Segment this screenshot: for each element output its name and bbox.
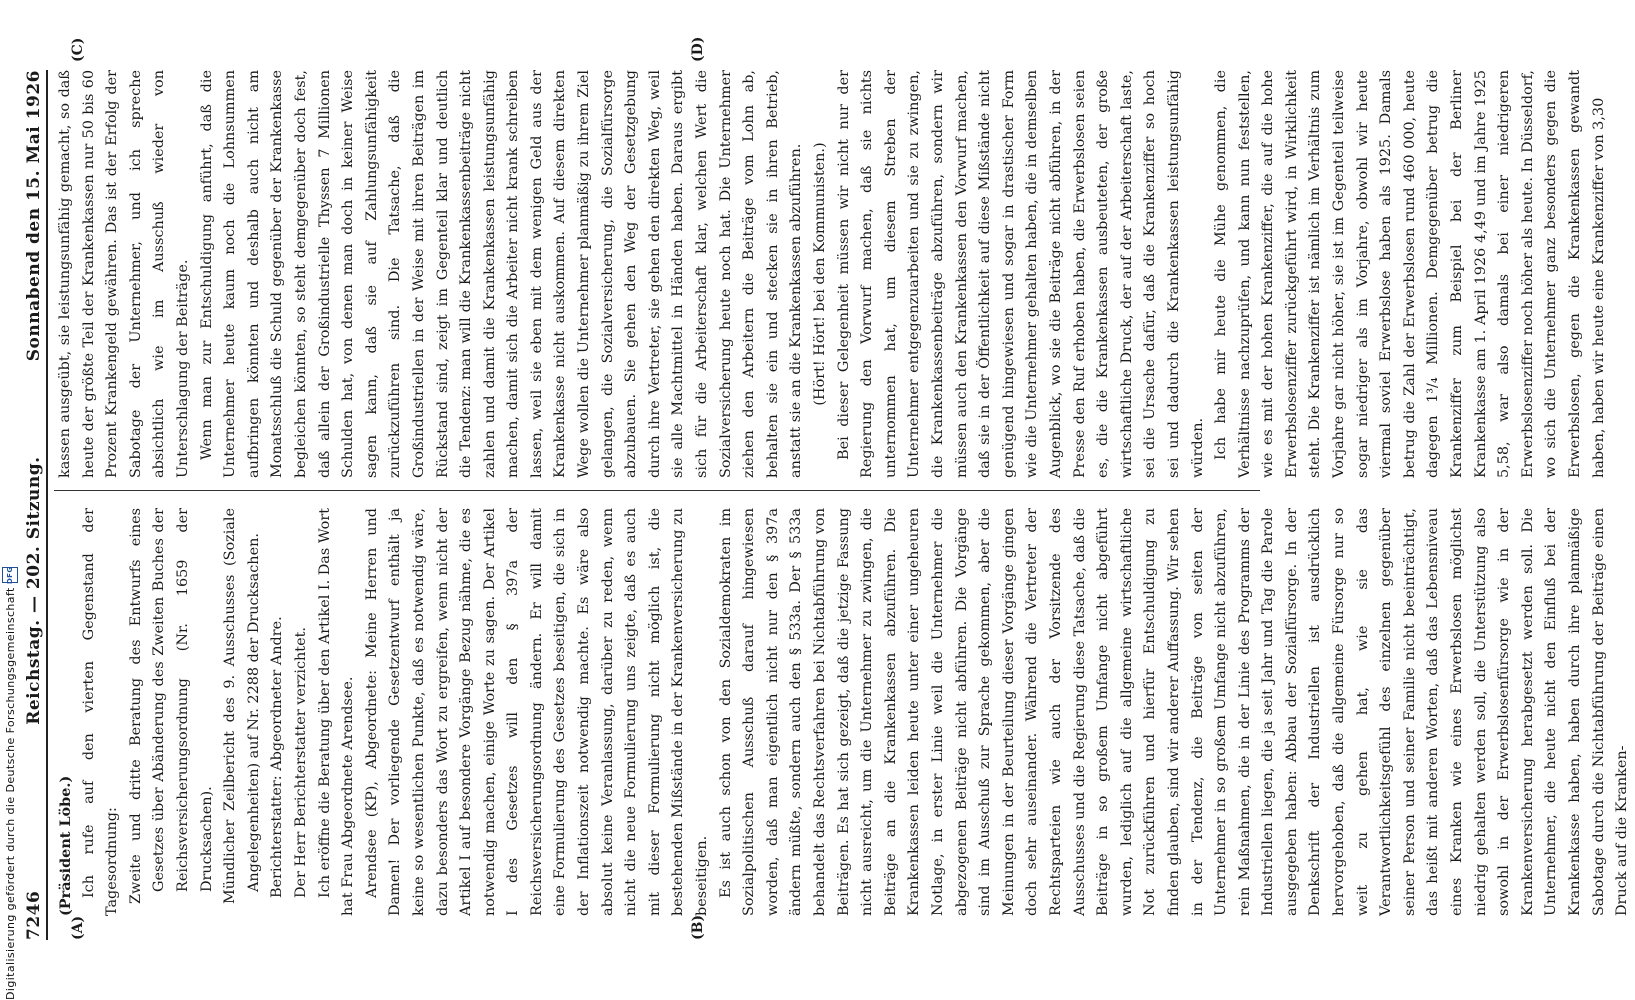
- speech-paragraph: Es ist auch schon von den Sozialdemokraten im Sozialpolitischen Ausschuß darauf hingewiesen worden, daß man eigentlich nicht nur den § 397a ändern müßte, sondern auch den § 533a. Der § 533a behandelt das Rechtsverfahren bei Nichtabführung von Beiträgen. Es hat sich gezeigt, daß die jetzige Fassung nicht ausreicht, um die Unternehmer zu zwingen, die Beiträge an die Krankenkassen abzuführen. Die Krankenkassen leiden heute unter einer ungeheuren Notlage, in erster Linie weil die Unternehmer die abgezogenen Beiträge nicht abführen. Die Vorgänge sind im Ausschuß zur Sprache gekommen, aber die Meinungen in der Beurteilung dieser Vorgänge gingen doch sehr auseinander. Während die Vertreter der Rechtsparteien wie auch der Vorsitzende des Ausschusses und die Regierung diese Tatsache, daß die Beiträge in so großem Umfange nicht abgeführt wurden, lediglich auf die allgemeine wirtschaftliche Not zurückführen und hierfür Entschuldigung zu finden glauben, sind wir anderer Auffassung. Wir sehen in der Tendenz, die Beiträge von seiten der Unternehmer in so großem Umfange nicht abzuführen, rein Maßnahmen, die in der Linie des Programms der Industriellen liegen, die ja seit Jahr und Tag die Parole ausgegeben haben: Abbau der Sozialfürsorge. In der Denkschrift der Industriellen ist ausdrücklich hervorgehoben, daß die allgemeine Fürsorge nur so weit zu gehen hat, wie sie das Verantwortlichkeitsgefühl des einzelnen gegenüber seiner Person und seiner Familie nicht beeinträchtigt, das heißt mit anderen Worten, daß das Lebensniveau eines Kranken wie eines Erwerbslosen möglichst niedrig gehalten werden soll, die Unterstützung also sowohl in der Erwerbslosenfürsorge wie in der Krankenversicherung herabgesetzt werden soll. Die Unternehmer, die heute nicht den Einfluß bei der Krankenkasse haben, haben durch ihre planmäßige Sabotage durch die Nichtabführung der Beiträge einen Druck auf die Kranken-: [717, 508, 1631, 916]
- margin-marker-d: (D): [690, 36, 706, 62]
- right-column: [54, 70, 1611, 478]
- speech-paragraph: Ich habe mir heute die Mühe genommen, die Verhältnisse nachzuprüfen, und kann nun feststellen, wie es mit der hohen Krankenziffer, die auf die hohe Erwerbslosenziffer zurückgeführt wird, in Wirklichkeit steht. Die Krankenziffer ist nämlich im Verhältnis zum Vorjahre gar nicht höher, sie ist im Gegenteil teilweise sogar niedriger als im Vorjahre, obwohl wir heute viermal soviel Erwerbslose haben als 1925. Damals betrug die Zahl der Erwerbslosen rund 460 000, heute dagegen 1³/₄ Millionen. Demgegenüber betrug die Krankenziffer zum Beispiel bei der Berliner Krankenkasse am 1. April 1926 4,49 und im Jahre 1925 5,58, war also damals bei einer niedrigeren Erwerbslosenziffer noch höher als heute. In Düsseldorf, wo sich die Unternehmer ganz besonders gegen die Erwerbslosen, gegen die Krankenkassen gewandt haben, haben wir heute eine Krankenziffer von 3,30: [1213, 70, 1607, 478]
- paragraph: Ich rufe auf den vierten Gegenstand der Tagesordnung:: [80, 508, 121, 916]
- paragraph: Berichterstatter: Abgeordneter Andre.: [269, 616, 286, 898]
- paragraph: Der Herr Berichterstatter verzichtet.: [292, 627, 309, 898]
- paragraph: Ich eröffne die Beratung über den Artikel I. Das Wort hat Frau Abgeordnete Arendsee.: [316, 508, 357, 916]
- session-date: Sonnabend den 15. Mai 1926: [24, 70, 44, 362]
- speaker-tag: (Präsident Löbe.): [57, 775, 74, 916]
- digitization-credit: [2, 0, 18, 1000]
- page-number: 7246: [24, 890, 44, 940]
- speech-paragraph: kassen ausgeübt, sie leistungsunfähig gemacht, so daß heute der größte Teil der Krankenkassen nur 50 bis 60 Prozent Krankengeld gewähren. Das ist der Erfolg der Sabotage der Unternehmer, und ich spreche absichtlich wie im Ausschuß wieder von Unterschlagung der Beiträge.: [57, 70, 191, 478]
- speech-paragraph: Wenn man zur Entschuldigung anführt, daß die Unternehmer heute kaum noch die Lohnsummen aufbringen könnten und deshalb auch nicht am Monatsschluß die Schuld gegenüber der Krankenkasse begleichen könnten, so steht demgegenüber doch fest, daß allein der Großindustrielle Thyssen 7 Millionen Schulden hat, von denen man doch in keiner Weise sagen kann, daß sie auf Zahlungsunfähigkeit zurückzuführen sind. Die Tatsache, daß die Großindustriellen in der Weise mit ihren Beiträgen im Rückstand sind, zeigt im Gegenteil klar und deutlich die Tendenz: man will die Krankenkassenbeiträge nicht zahlen und damit die Krankenkassen leistungsunfähig machen, damit sich die Arbeiter nicht krank schreiben lassen, weil sie eben mit dem wenigen Geld aus der Krankenkasse nicht auskommen. Auf diesem direkten Wege wollen die Unternehmer planmäßig zu ihrem Ziel gelangen, die Sozialversicherung, die Sozialfürsorge abzubauen. Sie gehen den Weg der Gesetzgebung durch ihre Vertreter, sie gehen den direkten Weg, weil sie alle Machtmittel in Händen haben. Daraus ergibt sich für die Arbeiterschaft klar, welchen Wert die Sozialversicherung heute noch hat. Die Unternehmer ziehen den Arbeitern die Beiträge vom Lohn ab, behalten sie ein und stecken sie in ihren Betrieb, anstatt sie an die Krankenkassen abzuführen.: [198, 70, 805, 478]
- margin-marker-c: (C): [70, 37, 86, 62]
- speech-paragraph: Bei dieser Gelegenheit müssen wir nicht nur der Regierung den Vorwurf machen, daß sie nichts unternommen hat, um diesem Streben der Unternehmer entgegenzuarbeiten und sie zu zwingen, die Krankenkassenbeiträge abzuführen, sondern wir müssen auch den Krankenkassen den Vorwurf machen, daß sie in der Öffentlichkeit auf diese Mißstände nicht genügend hingewiesen und sogar in drastischer Form wie die Unternehmer gehalten haben, die in demselben Augenblick, wo sie die Beiträge nicht abführen, in der Presse den Ruf erhoben haben, die Erwerbslosen seien es, die die Krankenkassen ausbeuteten, der große wirtschaftliche Druck, der auf der Arbeiterschaft laste, sei die Ursache dafür, daß die Krankenziffer so hoch sei und dadurch die Krankenkassen leistungsunfähig würden.: [835, 70, 1206, 478]
- column-divider: [54, 490, 1260, 491]
- agenda-item: Mündlicher Zeilbericht des 9. Ausschusses (Soziale Angelegenheiten) auf Nr. 2288 der Drucksachen.: [222, 508, 262, 904]
- credit-text: Digitalisierung gefördert durch die Deutsche Forschungsgemeinschaft: [3, 587, 17, 1000]
- dfg-logo: DFG: [2, 567, 18, 583]
- margin-marker-a: (A): [70, 915, 86, 940]
- header-rule: [46, 70, 48, 940]
- running-title: Reichstag. — 202. Sitzung.: [24, 456, 44, 725]
- agenda-item: Zweite und dritte Beratung des Entwurfs eines Gesetzes über Abänderung des Zweiten Buches der Reichsversicherungsordnung (Nr. 1659 der Drucksachen).: [127, 508, 215, 904]
- interjection: (Hört! Hört! bei den Kommunisten.): [812, 142, 828, 406]
- speech-paragraph: Arendsee (KP), Abgeordnete: Meine Herren und Damen! Der vorliegende Gesetzentwurf enthält ja keine so wesentlichen Punkte, daß es notwendig wäre, dazu besonders das Wort zu ergreifen, wenn nicht der Artikel I auf besondere Vorgänge Bezug nähme, die es notwendig machen, einige Worte zu sagen. Der Artikel I des Gesetzes will den § 397a der Reichsversicherungsordnung ändern. Er will damit eine Formulierung des Gesetzes beseitigen, die sich in der Inflationszeit notwendig machte. Es wäre also absolut keine Veranlassung, darüber zu reden, wenn nicht die neue Formulierung uns zeigte, daß es auch mit dieser Formulierung nicht möglich ist, die bestehenden Mißstände in der Krankenversicherung zu beseitigen.: [363, 508, 711, 916]
- margin-marker-b: (B): [690, 914, 706, 940]
- left-column: [54, 508, 1635, 916]
